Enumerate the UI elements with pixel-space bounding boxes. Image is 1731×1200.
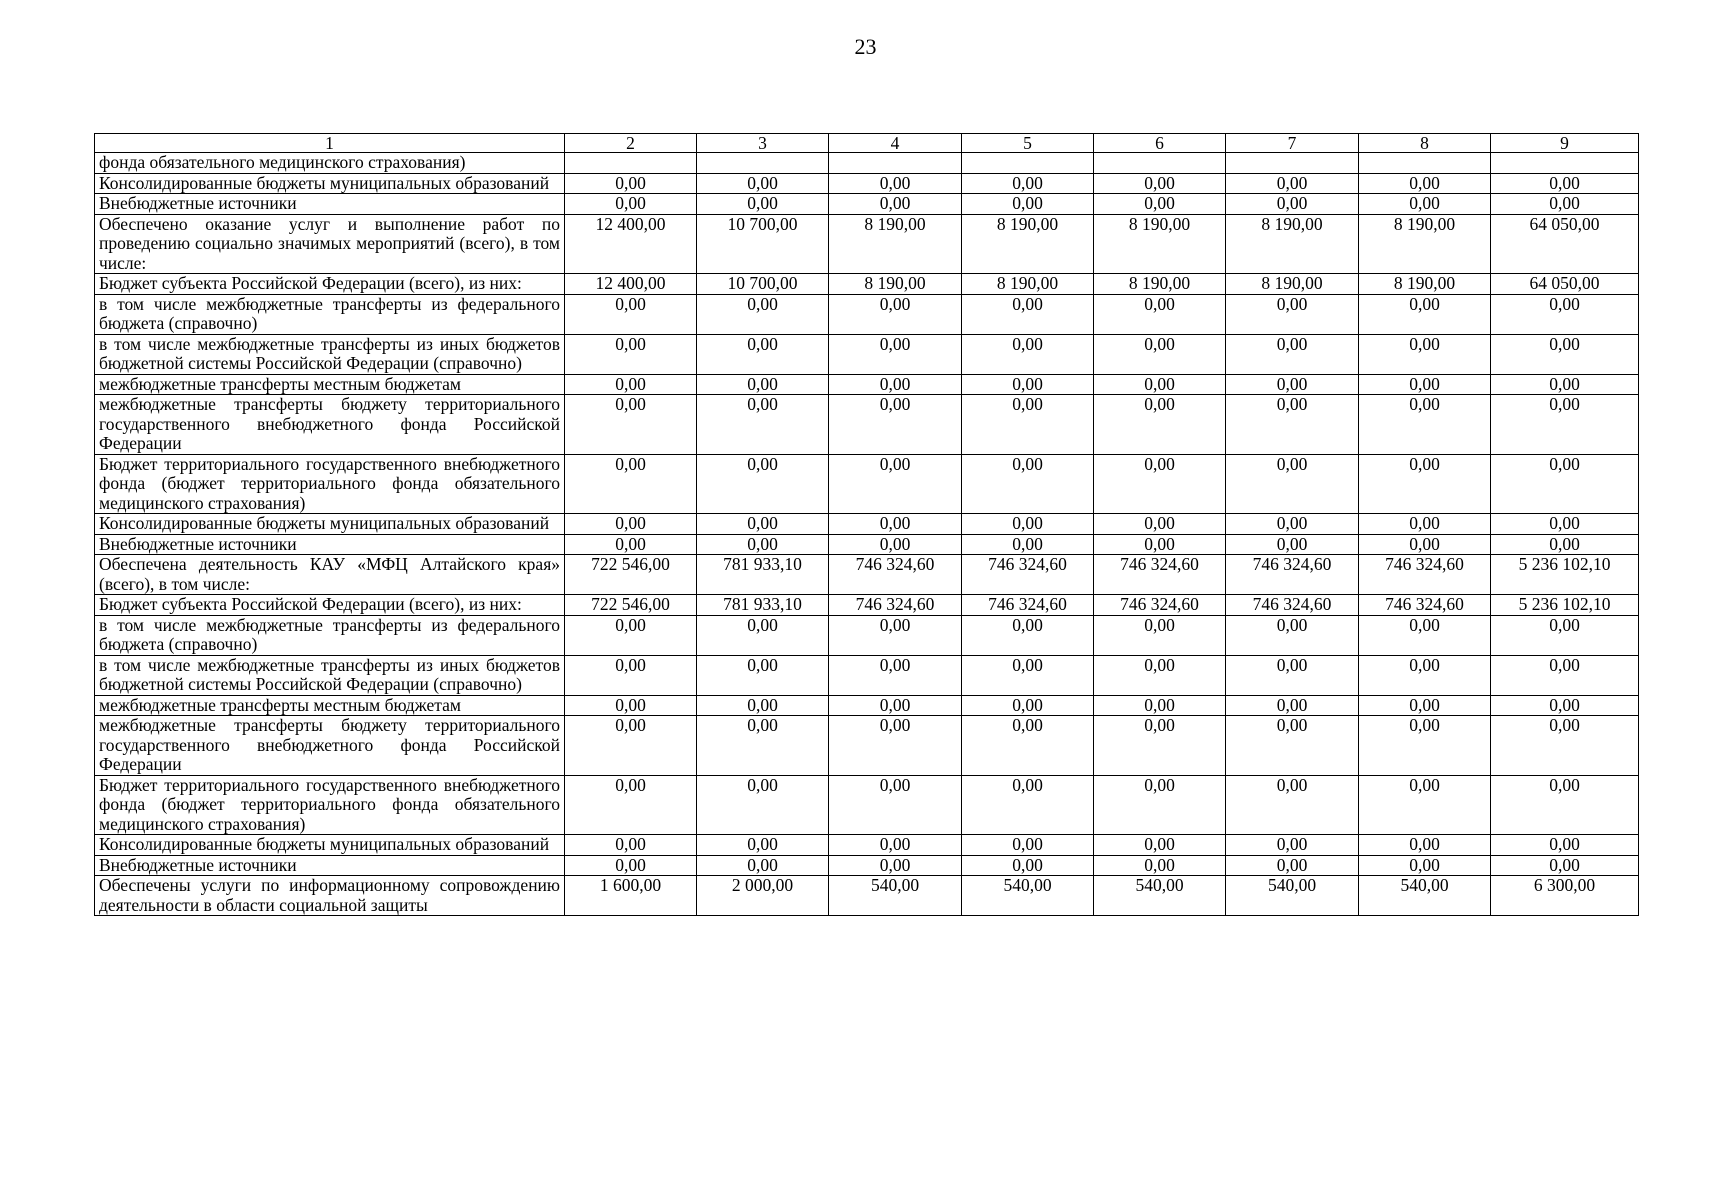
value-cell: 0,00 [1491,716,1639,776]
value-cell: 0,00 [697,395,829,455]
value-cell: 0,00 [1491,775,1639,835]
value-cell: 781 933,10 [697,595,829,616]
value-cell: 0,00 [1226,534,1359,555]
value-cell: 0,00 [565,294,697,334]
value-cell: 0,00 [962,454,1094,514]
value-cell: 0,00 [1491,835,1639,856]
value-cell: 0,00 [565,334,697,374]
value-cell: 0,00 [962,334,1094,374]
value-cell: 10 700,00 [697,274,829,295]
value-cell: 0,00 [1094,534,1226,555]
value-cell: 0,00 [697,695,829,716]
value-cell: 0,00 [1226,173,1359,194]
value-cell: 0,00 [565,194,697,215]
value-cell [565,153,697,174]
value-cell: 0,00 [1491,534,1639,555]
table-row [95,655,1639,695]
value-cell: 0,00 [1094,615,1226,655]
header-cell: 9 [1491,134,1639,153]
row-label: Внебюджетные источники [95,855,565,876]
value-cell: 0,00 [1226,395,1359,455]
table-row [95,374,1639,395]
row-label: Бюджет территориального государственного внебюджетного фонда (бюджет территориального фонда обязательного медицинского страхования) [95,775,565,835]
value-cell: 0,00 [565,173,697,194]
value-cell: 0,00 [962,194,1094,215]
value-cell: 0,00 [962,775,1094,835]
value-cell: 0,00 [1226,454,1359,514]
value-cell: 540,00 [829,876,962,916]
table-row [95,534,1639,555]
row-label: Консолидированные бюджеты муниципальных образований [95,835,565,856]
table-row [95,775,1639,835]
value-cell: 0,00 [1359,374,1491,395]
value-cell [1094,153,1226,174]
value-cell: 0,00 [697,855,829,876]
table-row [95,555,1639,595]
value-cell: 0,00 [829,374,962,395]
table-row [95,454,1639,514]
value-cell: 0,00 [697,514,829,535]
value-cell: 0,00 [1094,194,1226,215]
value-cell: 0,00 [1491,514,1639,535]
table-row [95,835,1639,856]
value-cell: 0,00 [1094,395,1226,455]
value-cell: 746 324,60 [1094,595,1226,616]
value-cell: 0,00 [962,395,1094,455]
value-cell: 0,00 [1491,655,1639,695]
value-cell [1226,153,1359,174]
row-label: Внебюджетные источники [95,534,565,555]
table-row [95,274,1639,295]
value-cell: 0,00 [1226,514,1359,535]
value-cell: 0,00 [697,615,829,655]
value-cell: 0,00 [962,294,1094,334]
value-cell: 0,00 [1226,835,1359,856]
value-cell: 0,00 [829,194,962,215]
value-cell: 0,00 [565,514,697,535]
value-cell: 540,00 [1094,876,1226,916]
value-cell: 0,00 [829,173,962,194]
value-cell: 0,00 [1226,374,1359,395]
value-cell [697,153,829,174]
value-cell: 746 324,60 [829,595,962,616]
value-cell: 8 190,00 [962,274,1094,295]
value-cell: 746 324,60 [962,555,1094,595]
value-cell: 0,00 [1094,334,1226,374]
value-cell: 0,00 [1094,655,1226,695]
value-cell: 0,00 [697,454,829,514]
value-cell: 10 700,00 [697,214,829,274]
row-label: в том числе межбюджетные трансферты из иных бюджетов бюджетной системы Российской Федерации (справочно) [95,655,565,695]
value-cell: 0,00 [1359,655,1491,695]
value-cell: 746 324,60 [1359,555,1491,595]
value-cell: 0,00 [962,615,1094,655]
table-row [95,294,1639,334]
header-cell: 7 [1226,134,1359,153]
value-cell: 0,00 [1491,454,1639,514]
value-cell: 746 324,60 [829,555,962,595]
value-cell: 64 050,00 [1491,214,1639,274]
value-cell: 0,00 [1226,695,1359,716]
value-cell: 0,00 [829,514,962,535]
value-cell: 0,00 [962,855,1094,876]
value-cell: 0,00 [829,294,962,334]
row-label: межбюджетные трансферты бюджету территориального государственного внебюджетного фонда Российской Федерации [95,395,565,455]
value-cell: 0,00 [1226,615,1359,655]
value-cell: 0,00 [1491,294,1639,334]
header-cell: 3 [697,134,829,153]
value-cell: 0,00 [1226,855,1359,876]
value-cell: 0,00 [962,173,1094,194]
value-cell: 0,00 [565,374,697,395]
value-cell: 0,00 [697,334,829,374]
row-label: Консолидированные бюджеты муниципальных образований [95,514,565,535]
value-cell: 0,00 [565,695,697,716]
value-cell: 0,00 [697,655,829,695]
value-cell: 12 400,00 [565,274,697,295]
value-cell: 0,00 [1359,615,1491,655]
value-cell: 0,00 [1226,775,1359,835]
table-header-row [95,134,1639,153]
value-cell: 0,00 [1359,514,1491,535]
value-cell: 0,00 [962,514,1094,535]
value-cell: 0,00 [829,716,962,776]
row-label: Обеспечено оказание услуг и выполнение работ по проведению социально значимых мероприятий (всего), в том числе: [95,214,565,274]
row-label: Внебюджетные источники [95,194,565,215]
row-label: в том числе межбюджетные трансферты из федерального бюджета (справочно) [95,615,565,655]
value-cell: 0,00 [1094,454,1226,514]
value-cell: 8 190,00 [1226,214,1359,274]
table-row [95,716,1639,776]
value-cell: 8 190,00 [1359,274,1491,295]
value-cell: 0,00 [1359,334,1491,374]
header-cell: 6 [1094,134,1226,153]
value-cell [962,153,1094,174]
row-label: межбюджетные трансферты бюджету территориального государственного внебюджетного фонда Российской Федерации [95,716,565,776]
value-cell: 0,00 [697,716,829,776]
value-cell: 0,00 [565,835,697,856]
value-cell: 0,00 [1226,294,1359,334]
value-cell: 0,00 [1359,294,1491,334]
value-cell: 0,00 [1094,173,1226,194]
row-label: в том числе межбюджетные трансферты из иных бюджетов бюджетной системы Российской Федерации (справочно) [95,334,565,374]
value-cell: 8 190,00 [1094,214,1226,274]
value-cell: 0,00 [565,716,697,776]
table-row [95,173,1639,194]
value-cell: 64 050,00 [1491,274,1639,295]
row-label: межбюджетные трансферты местным бюджетам [95,695,565,716]
value-cell: 0,00 [1094,835,1226,856]
value-cell: 0,00 [565,615,697,655]
value-cell: 0,00 [1094,695,1226,716]
value-cell: 0,00 [1094,716,1226,776]
table-row [95,395,1639,455]
value-cell: 0,00 [962,835,1094,856]
value-cell: 540,00 [1226,876,1359,916]
value-cell: 746 324,60 [1226,555,1359,595]
value-cell: 0,00 [962,695,1094,716]
value-cell: 8 190,00 [1094,274,1226,295]
value-cell: 0,00 [565,534,697,555]
value-cell: 1 600,00 [565,876,697,916]
table-row [95,595,1639,616]
row-label: в том числе межбюджетные трансферты из федерального бюджета (справочно) [95,294,565,334]
value-cell: 0,00 [1359,855,1491,876]
table-row [95,695,1639,716]
value-cell: 0,00 [962,655,1094,695]
value-cell: 8 190,00 [962,214,1094,274]
value-cell: 5 236 102,10 [1491,555,1639,595]
header-cell: 2 [565,134,697,153]
value-cell: 0,00 [1359,695,1491,716]
value-cell: 722 546,00 [565,555,697,595]
value-cell: 0,00 [1491,194,1639,215]
value-cell: 0,00 [829,695,962,716]
value-cell: 0,00 [697,173,829,194]
header-cell: 5 [962,134,1094,153]
value-cell: 0,00 [697,835,829,856]
value-cell: 0,00 [1226,334,1359,374]
value-cell: 0,00 [697,294,829,334]
value-cell: 722 546,00 [565,595,697,616]
table-row [95,855,1639,876]
value-cell: 0,00 [1491,334,1639,374]
row-label: межбюджетные трансферты местным бюджетам [95,374,565,395]
value-cell: 0,00 [1491,615,1639,655]
value-cell: 781 933,10 [697,555,829,595]
value-cell: 0,00 [1491,695,1639,716]
value-cell: 0,00 [1359,534,1491,555]
value-cell: 0,00 [829,775,962,835]
value-cell: 0,00 [1359,194,1491,215]
value-cell: 0,00 [1094,775,1226,835]
value-cell: 0,00 [1226,194,1359,215]
value-cell: 0,00 [1359,395,1491,455]
value-cell: 0,00 [1491,374,1639,395]
value-cell: 0,00 [1359,835,1491,856]
value-cell: 746 324,60 [1226,595,1359,616]
row-label: Обеспечена деятельность КАУ «МФЦ Алтайского края» (всего), в том числе: [95,555,565,595]
value-cell: 6 300,00 [1491,876,1639,916]
value-cell: 0,00 [829,835,962,856]
value-cell: 0,00 [829,855,962,876]
header-cell: 4 [829,134,962,153]
value-cell: 8 190,00 [829,214,962,274]
value-cell: 8 190,00 [1359,214,1491,274]
value-cell: 8 190,00 [829,274,962,295]
page-number: 23 [854,34,877,59]
value-cell: 0,00 [829,534,962,555]
value-cell: 0,00 [1359,454,1491,514]
value-cell [1359,153,1491,174]
value-cell: 0,00 [565,395,697,455]
row-label: Обеспечены услуги по информационному сопровождению деятельности в области социальной защиты [95,876,565,916]
table-row [95,615,1639,655]
value-cell: 0,00 [1094,374,1226,395]
value-cell: 0,00 [1491,173,1639,194]
value-cell: 0,00 [1359,775,1491,835]
value-cell: 0,00 [829,395,962,455]
value-cell [829,153,962,174]
row-label: фонда обязательного медицинского страхования) [95,153,565,174]
header-cell: 1 [95,134,565,153]
value-cell: 0,00 [697,534,829,555]
value-cell: 0,00 [565,855,697,876]
value-cell: 5 236 102,10 [1491,595,1639,616]
value-cell: 0,00 [829,334,962,374]
value-cell: 2 000,00 [697,876,829,916]
value-cell: 0,00 [1226,655,1359,695]
row-label: Бюджет субъекта Российской Федерации (всего), из них: [95,274,565,295]
table-row [95,514,1639,535]
value-cell: 0,00 [1491,395,1639,455]
value-cell: 0,00 [829,454,962,514]
value-cell: 0,00 [962,534,1094,555]
row-label: Бюджет территориального государственного внебюджетного фонда (бюджет территориального фонда обязательного медицинского страхования) [95,454,565,514]
value-cell: 0,00 [962,374,1094,395]
value-cell: 746 324,60 [1359,595,1491,616]
value-cell: 0,00 [829,615,962,655]
value-cell: 0,00 [565,454,697,514]
value-cell: 0,00 [1094,514,1226,535]
value-cell: 0,00 [829,655,962,695]
value-cell: 0,00 [1226,716,1359,776]
value-cell: 0,00 [565,775,697,835]
table-row [95,876,1639,916]
value-cell: 746 324,60 [1094,555,1226,595]
value-cell: 540,00 [962,876,1094,916]
table-row [95,214,1639,274]
value-cell: 0,00 [962,716,1094,776]
value-cell: 0,00 [1491,855,1639,876]
header-cell: 8 [1359,134,1491,153]
row-label: Консолидированные бюджеты муниципальных образований [95,173,565,194]
value-cell: 0,00 [697,374,829,395]
value-cell: 0,00 [697,194,829,215]
value-cell: 0,00 [1094,294,1226,334]
value-cell: 0,00 [565,655,697,695]
value-cell: 8 190,00 [1226,274,1359,295]
table-row [95,194,1639,215]
row-label: Бюджет субъекта Российской Федерации (всего), из них: [95,595,565,616]
value-cell: 0,00 [1094,855,1226,876]
value-cell: 746 324,60 [962,595,1094,616]
value-cell: 12 400,00 [565,214,697,274]
value-cell: 0,00 [1359,173,1491,194]
value-cell: 540,00 [1359,876,1491,916]
table-row [95,334,1639,374]
value-cell: 0,00 [697,775,829,835]
value-cell: 0,00 [1359,716,1491,776]
budget-table [94,133,1639,916]
value-cell [1491,153,1639,174]
table-row [95,153,1639,174]
